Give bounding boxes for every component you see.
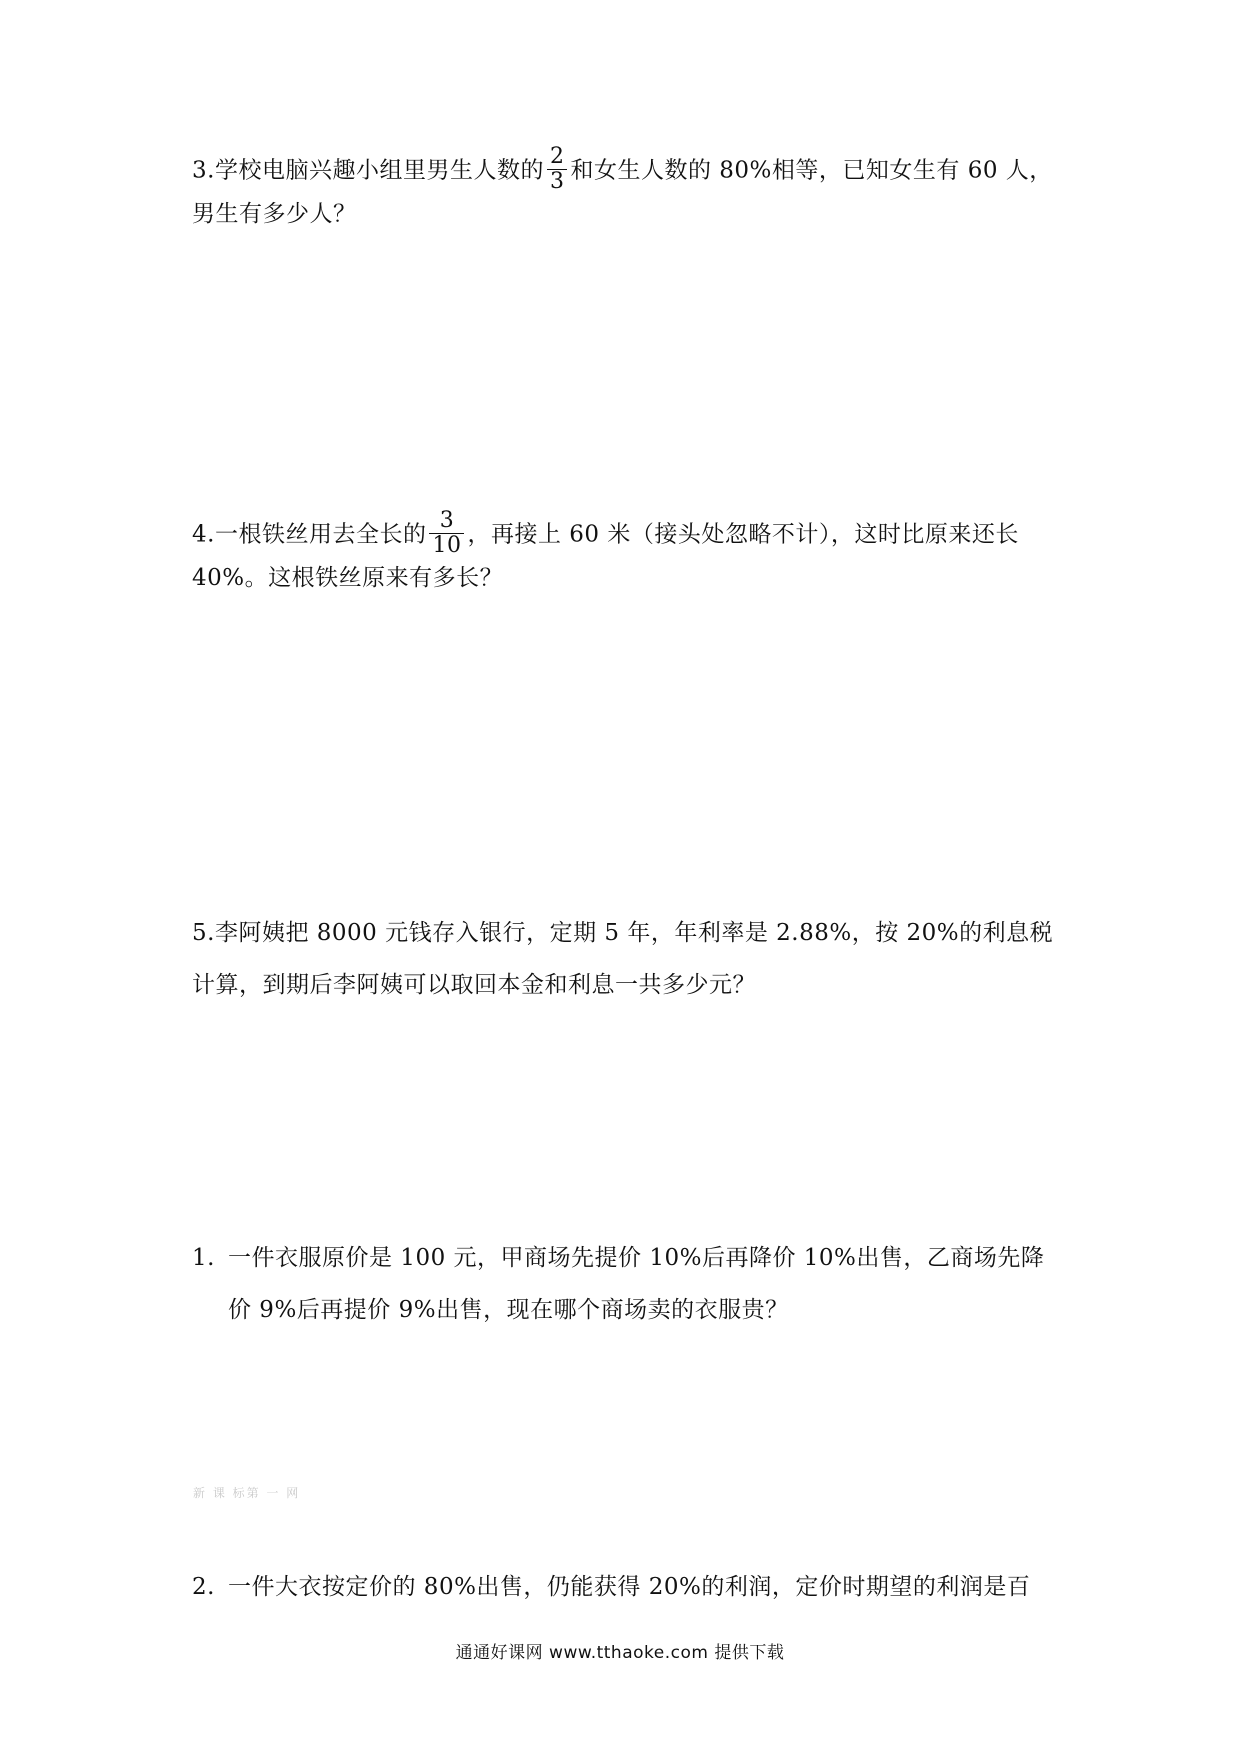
question-4 [192,508,1072,593]
question-clothing-line-2: 价 9%后再提价 9%出售，现在哪个商场卖的衣服贵？ [228,1297,789,1323]
question-3-text-before-fraction: 3.学校电脑兴趣小组里男生人数的 [192,157,544,184]
fraction-denominator: 10 [432,533,462,558]
question-3-text-after-fraction: 和女生人数的 80%相等，已知女生有 60 人， [570,157,1053,184]
question-number: 2. [192,1574,215,1600]
fraction-numerator: 3 [429,509,464,534]
question-5-line-1: 5.李阿姨把 8000 元钱存入银行，定期 5 年，年利率是 2.88%，按 20%的利息税 [192,920,1054,946]
question-4-line-1 [192,508,1072,558]
fraction-two-thirds [547,145,568,194]
question-3 [192,144,1072,229]
question-number: 1. [192,1245,215,1271]
question-5 [192,918,1072,1000]
question-3-line-2: 男生有多少人？ [192,201,357,227]
question-4-text-before-fraction: 4.一根铁丝用去全长的 [192,521,427,548]
question-coat-price [192,1572,1072,1602]
question-5-line-2: 计算，到期后李阿姨可以取回本金和利息一共多少元？ [192,972,756,998]
question-coat-text-1: 一件大衣按定价的 80%出售，仍能获得 20%的利润，定价时期望的利润是百 [228,1574,1031,1600]
fraction-numerator: 2 [547,145,568,170]
question-coat-line-1 [192,1572,1072,1602]
question-4-line-2: 40%。这根铁丝原来有多长？ [192,565,504,591]
watermark-text: 新 课 标第 一 网 [193,1486,301,1500]
page-footer: 通通好课网 www.tthaoke.com 提供下载 [455,1643,785,1663]
question-clothing-text-1: 一件衣服原价是 100 元，甲商场先提价 10%后再降价 10%出售，乙商场先降 [228,1245,1045,1271]
question-clothing-price [192,1243,1072,1325]
question-3-line-1 [192,144,1072,194]
fraction-denominator: 3 [549,169,565,194]
question-4-text-after-fraction: ，再接上 60 米（接头处忽略不计），这时比原来还长 [467,521,1019,548]
question-clothing-line-1 [192,1243,1072,1273]
fraction-three-tenths [429,509,464,558]
